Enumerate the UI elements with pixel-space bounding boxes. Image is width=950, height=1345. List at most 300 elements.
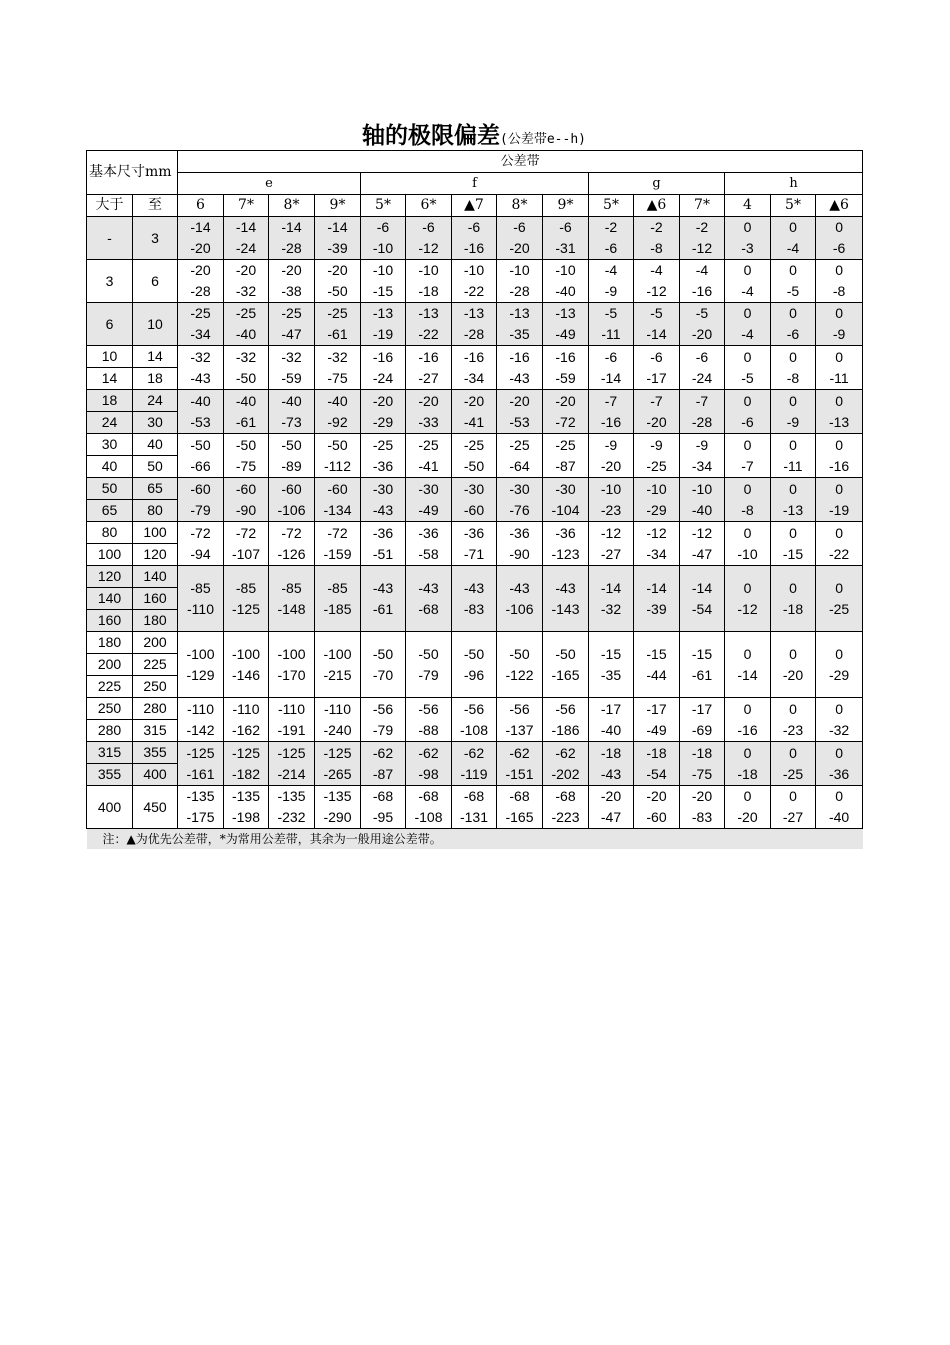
upper-deviation: -20	[327, 262, 348, 278]
deviation-cell	[406, 698, 452, 742]
lower-deviation: -165	[505, 809, 534, 825]
upper-deviation: 0	[789, 348, 797, 365]
lower-deviation: -89	[281, 457, 302, 474]
upper-deviation: -56	[418, 700, 439, 717]
upper-deviation: -56	[555, 700, 576, 717]
deviation-cell	[725, 698, 771, 742]
deviation-cell	[771, 698, 816, 742]
deviation-cell	[543, 566, 589, 632]
lower-deviation: -90	[509, 545, 530, 562]
upper-deviation: -12	[691, 524, 713, 541]
deviation-cell	[771, 346, 816, 390]
upper-deviation: -10	[418, 262, 439, 278]
lower-deviation: -53	[190, 413, 211, 430]
upper-deviation: -43	[418, 579, 439, 596]
lower-deviation: -6	[741, 413, 754, 430]
upper-deviation: -32	[281, 348, 302, 365]
upper-deviation: -25	[327, 305, 348, 321]
lower-deviation: -16	[737, 721, 758, 738]
lower-deviation: -43	[372, 501, 394, 518]
lower-deviation: -40	[600, 721, 622, 738]
lower-deviation: -87	[372, 765, 394, 782]
upper-deviation: -85	[327, 579, 348, 596]
table-row	[87, 698, 863, 720]
lower-deviation: -61	[235, 413, 257, 430]
upper-deviation: -14	[190, 219, 211, 235]
deviation-cell	[725, 434, 771, 478]
lower-deviation: -28	[190, 283, 211, 299]
size-from-cell: 225	[87, 676, 133, 698]
deviation-cell	[315, 390, 361, 434]
upper-deviation: -20	[691, 788, 713, 804]
deviation-cell	[816, 260, 863, 303]
upper-deviation: -60	[281, 480, 302, 497]
upper-deviation: -10	[463, 262, 485, 278]
table-row	[87, 434, 863, 456]
deviation-cell	[543, 478, 589, 522]
size-from-cell: 24	[87, 412, 133, 434]
lower-deviation: -20	[737, 809, 758, 825]
upper-deviation: -20	[463, 392, 485, 409]
upper-deviation: -6	[604, 348, 618, 365]
upper-deviation: -110	[232, 700, 260, 717]
deviation-cell	[497, 632, 543, 698]
lower-deviation: -112	[324, 457, 351, 474]
grade-header: 8*	[497, 195, 543, 217]
upper-deviation: -125	[277, 744, 306, 761]
upper-deviation: -110	[278, 700, 305, 717]
lower-deviation: -10	[372, 240, 394, 256]
deviation-cell	[452, 390, 497, 434]
upper-deviation: 0	[743, 579, 752, 596]
deviation-cell	[543, 303, 589, 346]
upper-deviation: -25	[281, 305, 302, 321]
lower-deviation: -20	[646, 413, 667, 430]
lower-deviation: -76	[509, 501, 530, 518]
lower-deviation: -12	[646, 283, 667, 299]
lower-deviation: -73	[281, 413, 302, 430]
lower-deviation: -18	[782, 600, 804, 617]
deviation-cell	[771, 303, 816, 346]
grade-header: 5*	[361, 195, 406, 217]
lower-deviation: -41	[463, 413, 485, 430]
upper-deviation: -25	[555, 436, 576, 453]
upper-deviation: -62	[418, 744, 439, 761]
lower-deviation: -16	[600, 413, 622, 430]
deviation-cell	[315, 303, 361, 346]
upper-deviation: -6	[695, 348, 709, 365]
deviation-cell	[680, 217, 725, 260]
upper-deviation: 0	[789, 262, 797, 278]
upper-deviation: -50	[281, 436, 302, 453]
lower-deviation: -7	[741, 457, 754, 474]
deviation-cell	[816, 566, 863, 632]
upper-deviation: -18	[600, 744, 622, 761]
upper-deviation: -20	[281, 262, 302, 278]
upper-deviation: 0	[743, 436, 752, 453]
deviation-cell	[725, 786, 771, 829]
size-from-cell: 120	[87, 566, 133, 588]
lower-deviation: -161	[186, 765, 215, 782]
lower-deviation: -170	[277, 666, 306, 683]
lower-deviation: -265	[323, 765, 352, 782]
upper-deviation: -43	[463, 579, 485, 596]
upper-deviation: -13	[463, 305, 485, 321]
lower-deviation: -198	[231, 809, 261, 825]
lower-deviation: -17	[646, 369, 667, 386]
deviation-cell	[680, 390, 725, 434]
upper-deviation: -135	[231, 788, 261, 804]
upper-deviation: -50	[190, 436, 211, 453]
upper-deviation: 0	[835, 788, 843, 804]
deviation-cell	[725, 390, 771, 434]
deviation-cell	[725, 478, 771, 522]
upper-deviation: -32	[327, 348, 348, 365]
deviation-cell	[543, 346, 589, 390]
upper-deviation: -85	[281, 579, 302, 596]
upper-deviation: -72	[235, 524, 257, 541]
lower-deviation: -8	[786, 369, 800, 386]
deviation-cell	[634, 303, 680, 346]
upper-deviation: -50	[327, 436, 348, 453]
size-to-cell: 160	[133, 588, 178, 610]
deviation-cell	[224, 303, 269, 346]
to-header: 至	[133, 195, 178, 217]
lower-deviation: -104	[551, 501, 580, 518]
lower-deviation: -191	[277, 721, 306, 738]
lower-deviation: -9	[786, 413, 800, 430]
deviation-cell	[178, 346, 224, 390]
table-title	[86, 117, 862, 150]
lower-deviation: -72	[555, 413, 576, 430]
deviation-cell	[725, 260, 771, 303]
deviation-cell	[634, 217, 680, 260]
deviation-cell	[315, 742, 361, 786]
size-from-cell: 40	[87, 456, 133, 478]
lower-deviation: -13	[828, 413, 850, 430]
lower-deviation: -20	[190, 240, 211, 256]
lower-deviation: -25	[646, 457, 667, 474]
upper-deviation: -6	[559, 219, 572, 235]
deviation-cell	[589, 478, 634, 522]
deviation-cell	[725, 346, 771, 390]
upper-deviation: -5	[695, 305, 709, 321]
deviation-cell	[816, 390, 863, 434]
lower-deviation: -64	[509, 457, 530, 474]
deviation-cell	[589, 260, 634, 303]
footnote: 注：▲为优先公差带，*为常用公差带，其余为一般用途公差带。	[87, 829, 863, 850]
lower-deviation: -34	[691, 457, 713, 474]
upper-deviation: -12	[600, 524, 622, 541]
deviation-cell	[406, 346, 452, 390]
upper-deviation: -13	[372, 305, 394, 321]
lower-deviation: -31	[555, 240, 576, 256]
upper-deviation: 0	[789, 305, 797, 321]
lower-deviation: -34	[190, 326, 211, 342]
upper-deviation: -125	[186, 744, 215, 761]
upper-deviation: 0	[835, 700, 843, 717]
lower-deviation: -83	[463, 600, 485, 617]
grade-header: 6*	[406, 195, 452, 217]
deviation-cell	[497, 346, 543, 390]
deviation-cell	[497, 434, 543, 478]
upper-deviation: -36	[509, 524, 530, 541]
deviation-cell	[224, 260, 269, 303]
deviation-cell	[543, 217, 589, 260]
lower-deviation: -3	[741, 240, 754, 256]
deviation-cell	[497, 566, 543, 632]
lower-deviation: -126	[277, 545, 306, 562]
lower-deviation: -8	[650, 240, 663, 256]
deviation-cell	[452, 742, 497, 786]
deviation-cell	[771, 786, 816, 829]
upper-deviation: 0	[743, 480, 752, 497]
size-from-cell: 14	[87, 368, 133, 390]
size-to-cell: 315	[133, 720, 178, 742]
lower-deviation: -19	[828, 501, 850, 518]
deviation-cell	[224, 698, 269, 742]
upper-deviation: 0	[835, 348, 843, 365]
upper-deviation: 0	[743, 524, 752, 541]
upper-deviation: -68	[418, 788, 439, 804]
size-from-cell: 355	[87, 764, 133, 786]
deviation-cell	[224, 566, 269, 632]
group-header-f: f	[361, 173, 589, 195]
deviation-cell	[452, 346, 497, 390]
lower-deviation: -20	[691, 326, 713, 342]
deviation-cell	[315, 632, 361, 698]
deviation-cell	[361, 260, 406, 303]
lower-deviation: -202	[551, 765, 580, 782]
lower-deviation: -51	[372, 545, 394, 562]
upper-deviation: -20	[418, 392, 439, 409]
upper-deviation: -16	[509, 348, 530, 365]
deviation-cell	[406, 786, 452, 829]
deviation-cell	[771, 260, 816, 303]
upper-deviation: 0	[743, 348, 752, 365]
lower-deviation: -19	[372, 326, 394, 342]
deviation-cell	[680, 698, 725, 742]
upper-deviation: -14	[600, 579, 622, 596]
upper-deviation: 0	[743, 645, 752, 662]
size-to-cell: 80	[133, 500, 178, 522]
deviation-cell	[361, 632, 406, 698]
deviation-cell	[497, 742, 543, 786]
deviation-cell	[178, 698, 224, 742]
upper-deviation: -30	[372, 480, 394, 497]
deviation-cell	[771, 632, 816, 698]
deviation-cell	[680, 742, 725, 786]
table-row	[87, 566, 863, 588]
size-from-cell: 3	[87, 260, 133, 303]
deviation-cell	[406, 742, 452, 786]
lower-deviation: -134	[323, 501, 352, 518]
lower-deviation: -18	[418, 283, 439, 299]
deviation-cell	[589, 217, 634, 260]
title-main: 轴的极限偏差	[362, 123, 501, 149]
upper-deviation: -68	[372, 788, 394, 804]
upper-deviation: 0	[743, 392, 752, 409]
deviation-cell	[634, 260, 680, 303]
upper-deviation: -17	[646, 700, 667, 717]
deviation-cell	[680, 522, 725, 566]
size-to-cell: 400	[133, 764, 178, 786]
grade-header: 5*	[771, 195, 816, 217]
grade-header: 9*	[315, 195, 361, 217]
deviation-cell	[543, 632, 589, 698]
upper-deviation: -20	[235, 262, 257, 278]
lower-deviation: -68	[418, 600, 439, 617]
deviation-cell	[634, 522, 680, 566]
deviation-cell	[269, 742, 315, 786]
deviation-cell	[315, 698, 361, 742]
group-header-g: g	[589, 173, 725, 195]
deviation-cell	[406, 217, 452, 260]
lower-deviation: -36	[828, 765, 850, 782]
tolerance-zone-header: 公差带	[178, 151, 863, 173]
upper-deviation: -2	[604, 219, 618, 235]
upper-deviation: -100	[186, 645, 215, 662]
lower-deviation: -90	[235, 501, 257, 518]
lower-deviation: -53	[509, 413, 530, 430]
table-row	[87, 346, 863, 368]
upper-deviation: -16	[372, 348, 394, 365]
lower-deviation: -70	[372, 666, 394, 683]
table-row	[87, 632, 863, 654]
deviation-cell	[315, 260, 361, 303]
upper-deviation: -18	[646, 744, 667, 761]
table-row	[87, 390, 863, 412]
lower-deviation: -79	[372, 721, 394, 738]
lower-deviation: -16	[828, 457, 850, 474]
lower-deviation: -40	[555, 283, 576, 299]
upper-deviation: -20	[509, 392, 530, 409]
lower-deviation: -137	[505, 721, 534, 738]
deviation-cell	[634, 390, 680, 434]
grade-header: 7*	[680, 195, 725, 217]
deviation-cell	[725, 522, 771, 566]
lower-deviation: -35	[600, 666, 622, 683]
upper-deviation: -110	[324, 700, 351, 717]
group-header-h: h	[725, 173, 863, 195]
deviation-cell	[497, 390, 543, 434]
lower-deviation: -14	[600, 369, 622, 386]
deviation-cell	[816, 522, 863, 566]
grade-header: 7*	[224, 195, 269, 217]
deviation-cell	[589, 632, 634, 698]
size-to-cell: 24	[133, 390, 178, 412]
deviation-cell	[771, 478, 816, 522]
lower-deviation: -49	[646, 721, 667, 738]
upper-deviation: -50	[372, 645, 394, 662]
upper-deviation: -15	[691, 645, 713, 662]
upper-deviation: -50	[235, 436, 257, 453]
deviation-cell	[406, 260, 452, 303]
deviation-cell	[589, 434, 634, 478]
upper-deviation: -56	[463, 700, 485, 717]
deviation-cell	[816, 303, 863, 346]
deviation-cell	[361, 217, 406, 260]
deviation-cell	[315, 478, 361, 522]
lower-deviation: -8	[741, 501, 754, 518]
deviation-cell	[315, 434, 361, 478]
deviation-cell	[771, 522, 816, 566]
lower-deviation: -14	[646, 326, 667, 342]
lower-deviation: -43	[190, 369, 211, 386]
grade-header: 6	[178, 195, 224, 217]
deviation-cell	[269, 434, 315, 478]
deviation-cell	[543, 786, 589, 829]
size-from-cell: 10	[87, 346, 133, 368]
upper-deviation: 0	[789, 744, 797, 761]
lower-deviation: -27	[782, 809, 804, 825]
lower-deviation: -8	[832, 283, 846, 299]
size-to-cell: 10	[133, 303, 178, 346]
upper-deviation: -56	[372, 700, 394, 717]
size-from-cell: 50	[87, 478, 133, 500]
deviation-cell	[178, 478, 224, 522]
lower-deviation: -131	[459, 809, 489, 825]
deviation-cell	[269, 346, 315, 390]
lower-deviation: -43	[600, 765, 622, 782]
upper-deviation: -10	[555, 262, 576, 278]
size-to-cell: 18	[133, 368, 178, 390]
upper-deviation: -135	[277, 788, 306, 804]
upper-deviation: 0	[789, 524, 797, 541]
deviation-cell	[634, 698, 680, 742]
lower-deviation: -14	[737, 666, 758, 683]
upper-deviation: -18	[691, 744, 713, 761]
deviation-cell	[406, 434, 452, 478]
deviation-cell	[269, 566, 315, 632]
upper-deviation: -16	[555, 348, 576, 365]
lower-deviation: -60	[463, 501, 485, 518]
deviation-cell	[269, 303, 315, 346]
lower-deviation: -24	[235, 240, 257, 256]
size-to-cell: 65	[133, 478, 178, 500]
lower-deviation: -36	[372, 457, 394, 474]
lower-deviation: -107	[231, 545, 261, 562]
lower-deviation: -240	[323, 721, 352, 738]
lower-deviation: -182	[231, 765, 261, 782]
deviation-cell	[224, 742, 269, 786]
deviation-cell	[178, 434, 224, 478]
upper-deviation: -13	[555, 305, 576, 321]
table-row	[87, 478, 863, 500]
upper-deviation: 0	[789, 480, 797, 497]
lower-deviation: -15	[372, 283, 394, 299]
size-to-cell: 100	[133, 522, 178, 544]
upper-deviation: -36	[555, 524, 576, 541]
deviation-cell	[406, 522, 452, 566]
lower-deviation: -28	[509, 283, 530, 299]
lower-deviation: -9	[604, 283, 618, 299]
deviation-cell	[589, 346, 634, 390]
deviation-cell	[816, 434, 863, 478]
upper-deviation: -100	[277, 645, 306, 662]
lower-deviation: -29	[646, 501, 667, 518]
upper-deviation: 0	[743, 744, 752, 761]
upper-deviation: -85	[235, 579, 257, 596]
lower-deviation: -40	[691, 501, 713, 518]
lower-deviation: -11	[601, 326, 621, 342]
deviation-cell	[725, 303, 771, 346]
lower-deviation: -54	[691, 600, 713, 617]
lower-deviation: -22	[418, 326, 439, 342]
upper-deviation: -6	[467, 219, 481, 235]
upper-deviation: -135	[323, 788, 352, 804]
deviation-cell	[315, 786, 361, 829]
